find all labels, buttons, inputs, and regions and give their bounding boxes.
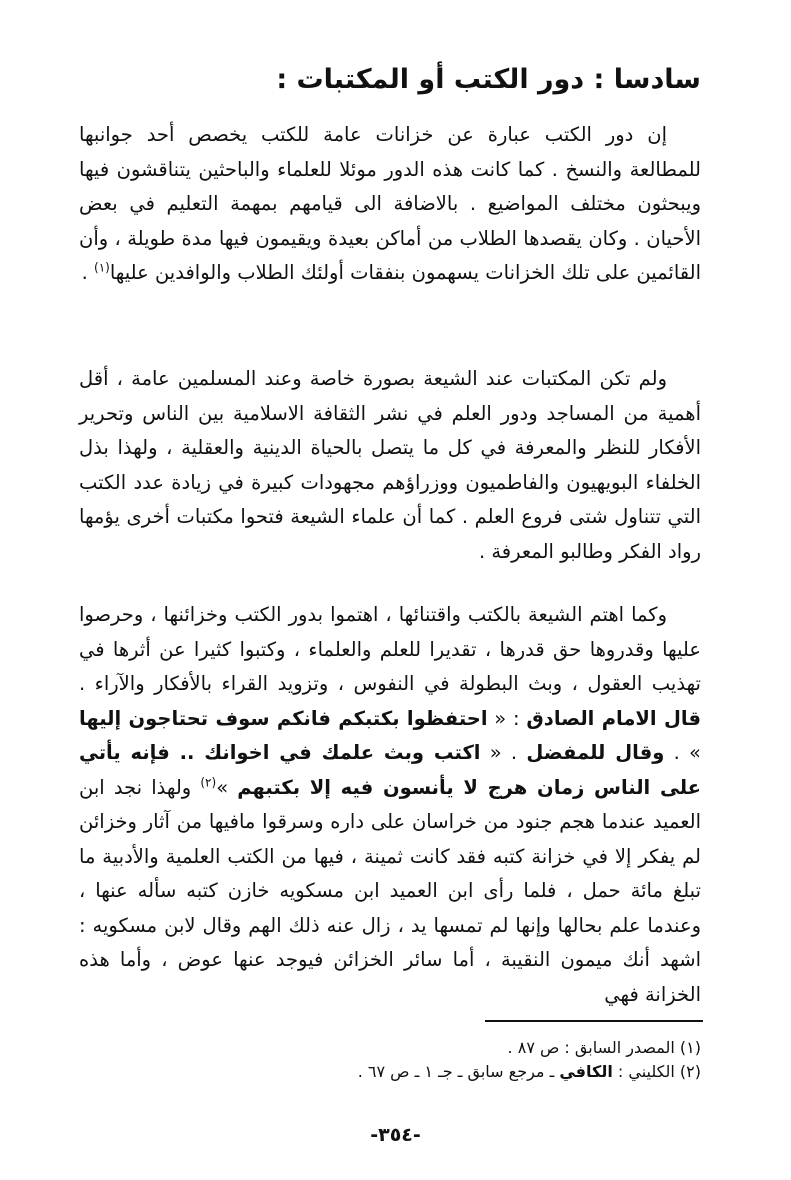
paragraph-3 [79, 598, 701, 1012]
quote-1-speaker: قال الامام الصادق [526, 706, 701, 730]
quote-2-close: » [216, 775, 238, 799]
footnote-2-suffix: ـ مرجع سابق ـ جـ ١ ـ ص ٦٧ . [357, 1062, 560, 1081]
quote-2-open: . « [480, 741, 527, 764]
paragraph-3-intro: وكما اهتم الشيعة بالكتب واقتنائها ، اهتموا بدور الكتب وخزائنها ، وحرصوا عليها وقدروها حق قدرها ، تقديرا للعلم والعلماء ، وكتبوا كثيرا عن أثرها في تهذيب العقول ، وبث البطولة في النفوس ، وتزويد القراء بالأفكار والآراء . [79, 603, 701, 695]
paragraph-2 [79, 362, 701, 569]
footnote-divider [485, 1020, 703, 1022]
footnote-2 [81, 1060, 701, 1084]
footnote-ref-2: (٢) [200, 775, 217, 789]
quote-1-text: احتفظوا بكتبكم فانكم سوف تحتاجون إليها [79, 706, 488, 730]
footnote-2-title: الكافي [559, 1062, 613, 1081]
paragraph-1 [79, 118, 701, 291]
quote-1-open: : « [487, 706, 527, 730]
footnote-ref-1: (١) [94, 260, 110, 275]
quote-2-speaker: وقال للمفضل [526, 741, 665, 764]
quote-2-text: اكتب وبث علمك في اخوانك .. فإنه يأتي على الناس زمان هرج لا يأنسون فيه إلا بكتبهم [79, 741, 701, 799]
footnote-2-prefix: (٢) الكليني : [612, 1062, 701, 1081]
section-heading: سادسا : دور الكتب أو المكتبات : [276, 64, 701, 95]
quote-1-close: » . [664, 741, 701, 764]
page-number: -٣٥٤- [370, 1124, 421, 1146]
paragraph-1-text: إن دور الكتب عبارة عن خزانات عامة للكتب يخصص أحد جوانبها للمطالعة والنسخ . كما كانت هذه الدور موئلا للعلماء والباحثين يتناقشون فيها ويبحثون مختلف المواضيع . بالاضافة الى قيامهم بمهمة التعليم في بعض الأحيان . وكان يقصدها الطلاب من أماكن بعيدة ويقيمون فيها مدة طويلة ، وأن القائمين على تلك الخزانات يسهمون بنفقات أولئك الطلاب والوافدين عليها [79, 123, 701, 284]
paragraph-2-text: ولم تكن المكتبات عند الشيعة بصورة خاصة وعند المسلمين عامة ، أقل أهمية من المساجد ودور العلم في نشر الثقافة الاسلامية بين الناس وتحرير الأفكار للنظر والمعرفة في كل ما يتصل بالحياة الدينية والعقلية ، ولهذا بذل الخلفاء البويهيون والفاطميون ووزراؤهم مجهودات كبيرة في زيادة عدد الكتب التي تتناول شتى فروع العلم . كما أن علماء الشيعة فتحوا مكتبات أخرى يؤمها رواد الفكر وطالبو المعرفة . [79, 367, 701, 563]
paragraph-3-rest: ولهذا نجد ابن العميد عندما هجم جنود من خراسان على داره وسرقوا مافيها من آثار وخزائن لم يفكر إلا في خزانة كتبه فقد كانت ثمينة ، فيها من الكتب العلمية والأدبية ما تبلغ مائة حمل ، فلما رأى ابن العميد ابن مسكويه خازن كتبه سأله عنها ، وعندما علم بحالها وإنها لم تمسها يد ، زال عنه ذلك الهم وقال لابن مسكويه : اشهد أنك ميمون النقيبة ، أما سائر الخزائن فيوجد عنها عوض ، وأما هذه الخزانة فهي [79, 775, 701, 1006]
footnote-1: (١) المصدر السابق : ص ٨٧ . [507, 1038, 701, 1057]
footnotes [81, 1036, 701, 1084]
paragraph-1-end: . [81, 261, 95, 284]
